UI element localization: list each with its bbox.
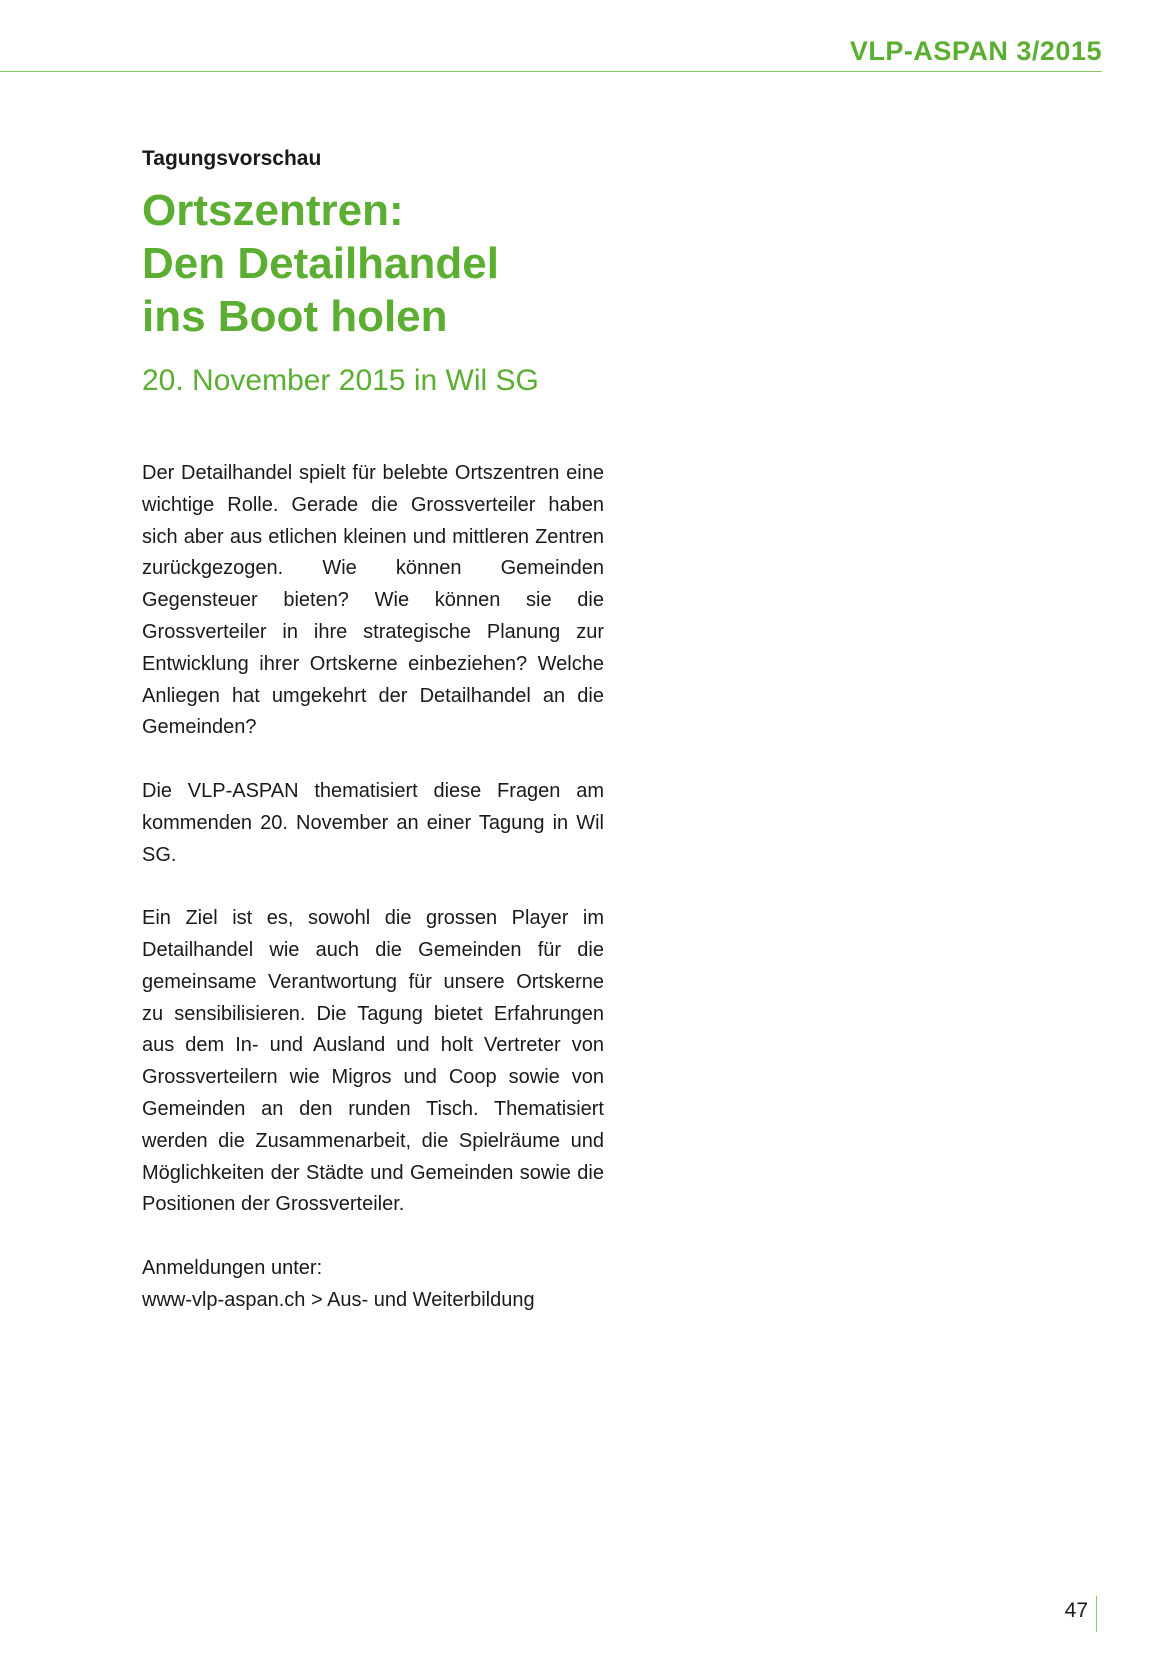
header-divider	[0, 71, 1102, 72]
body-paragraph: Ein Ziel ist es, sowohl die grossen Player im Detailhandel wie auch die Gemeinden für die gemeinsame Verantwortung für unsere Ortskerne zu sensibilisieren. Die Tagung bietet Erfahrungen aus dem In- und Ausland und holt Vertreter von Grossverteilern wie Migros und Coop sowie von Gemeinden an den runden Tisch. Thematisiert werden die Zusammenarbeit, die Spielräume und Möglichkeiten der Städte und Gemeinden sowie die Positionen der Grossverteiler.	[142, 907, 604, 1216]
article-body	[142, 458, 604, 1317]
registration-label: Anmeldungen unter:	[142, 1256, 323, 1279]
registration-note	[142, 1253, 604, 1317]
page-number-divider	[1096, 1596, 1097, 1632]
article-title	[142, 184, 842, 343]
section-kicker: Tagungsvorschau	[142, 147, 322, 170]
body-paragraph: Der Detailhandel spielt für belebte Ortszentren eine wichtige Rolle. Gerade die Grossverteiler haben sich aber aus etlichen kleinen und mittleren Zentren zurückgezogen. Wie können Gemeinden Gegensteuer bieten? Wie können sie die Grossverteiler in ihre strategische Planung zur Entwicklung ihrer Ortskerne einbeziehen? Welche Anliegen hat umgekehrt der Detailhandel an die Gemeinden?	[142, 462, 604, 739]
article-title-line: Den Detailhandel	[142, 239, 499, 288]
body-paragraph: Die VLP-ASPAN thematisiert diese Fragen am kommenden 20. November an einer Tagung in Wil SG.	[142, 779, 604, 866]
running-header-title: VLP-ASPAN 3/2015	[849, 36, 1102, 66]
registration-link[interactable]: www-vlp-aspan.ch > Aus- und Weiterbildung	[142, 1288, 535, 1311]
article-title-line: ins Boot holen	[142, 292, 448, 341]
event-date-subtitle: 20. November 2015 in Wil SG	[142, 364, 539, 397]
page-number: 47	[1064, 1599, 1088, 1622]
article-title-line: Ortszentren:	[142, 186, 404, 235]
